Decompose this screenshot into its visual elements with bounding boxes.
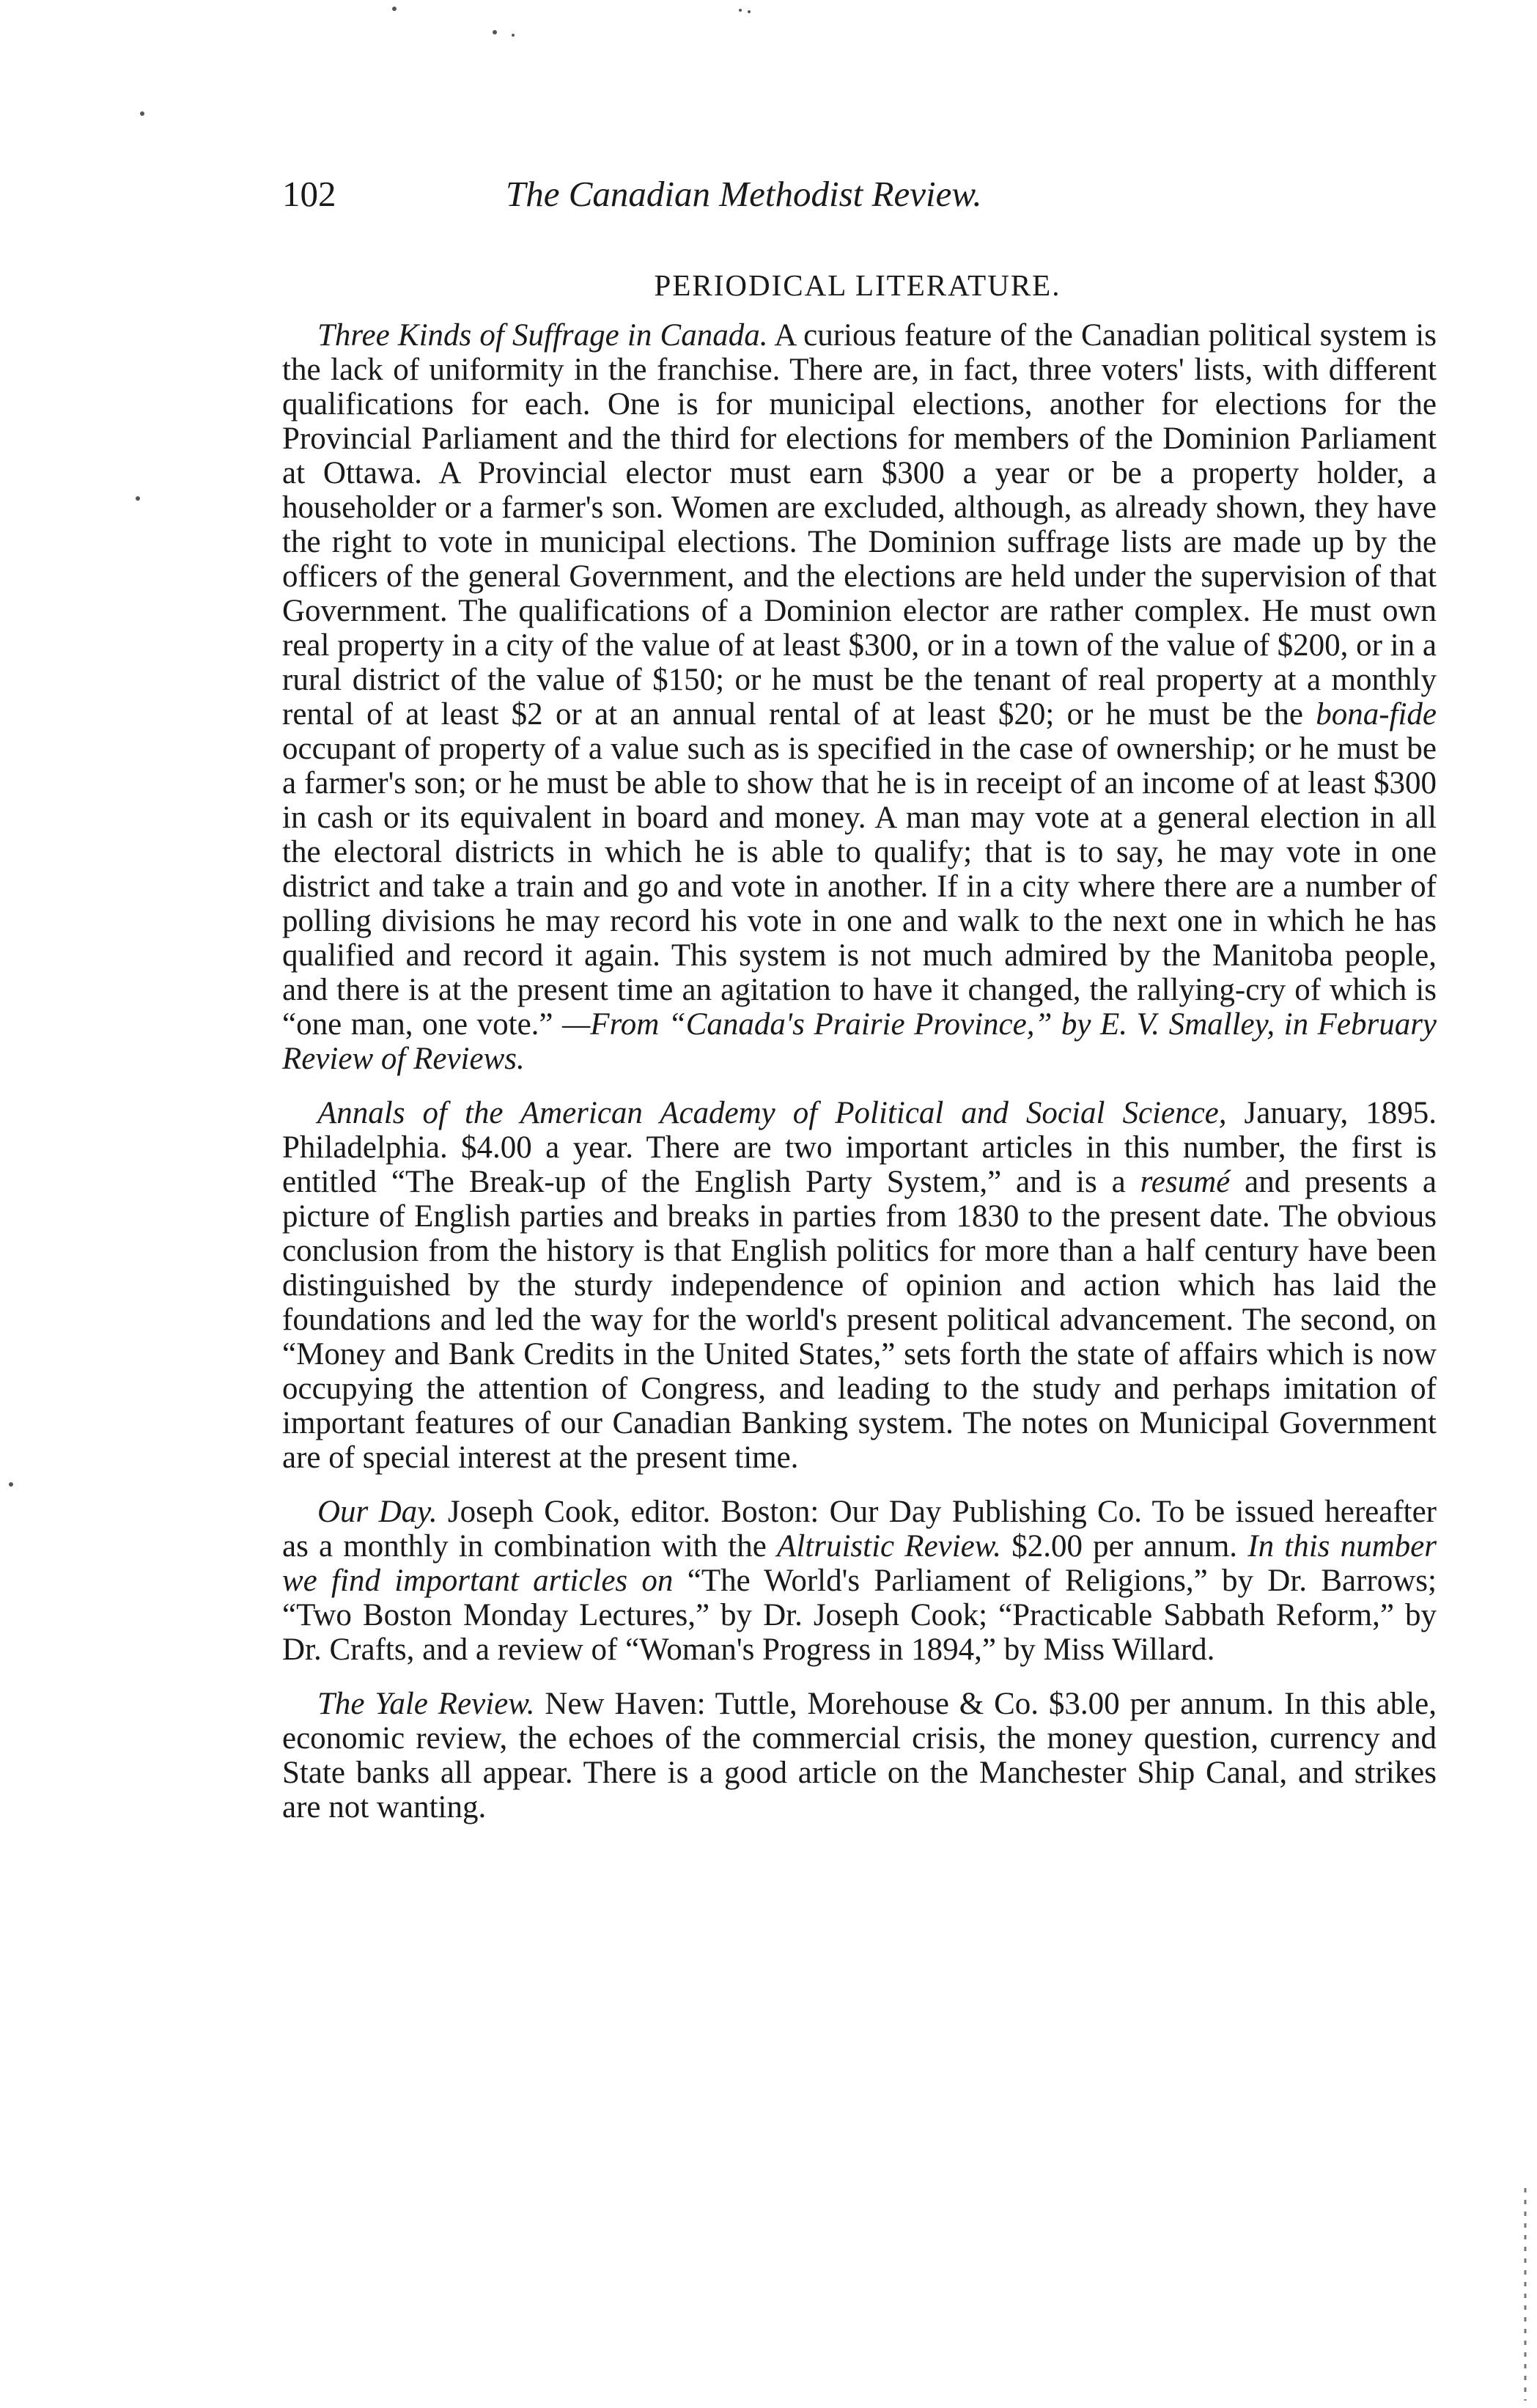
article-text: “The World's Parliament of Religions,” by Dr. Barrows; “Two Boston Monday Lectures,” by Dr. Joseph Cook; “Practicable Sabbath Reform,” by Dr. Crafts, and a review of “Woman's Progress in 1894,” by Miss Willard. <box>282 1564 1437 1667</box>
article-text: Joseph Cook, editor. Boston: Our Day Publishing Co. To be issued hereafter as a monthly in combination with the <box>282 1495 1437 1564</box>
article-title: Annals of the American Academy of Political and Social Science, <box>317 1096 1227 1130</box>
page-number: 102 <box>282 174 336 214</box>
speck <box>512 34 515 37</box>
article-text: A curious feature of the Canadian political system is the lack of uniformity in the franchise. There are, in fact, three voters' lists, with different qualifications for each. One is for municipal elections, another for elections for the Provincial Parliament and the third for elections for members of the Dominion Parliament at Ottawa. A Provincial elector must earn $300 a year or be a property holder, a householder or a farmer's son. Women are excluded, although, as already shown, they have the right to vote in municipal elections. The Dominion suffrage lists are made up by the officers of the general Government, and the elections are held under the supervision of that Government. The qualifications of a Dominion elector are rather complex. He must own real property in a city of the value of at least $300, or in a town of the value of $200, or in a rural district of the value of $150; or he must be the tenant of real property at a monthly rental of at least $2 or at an annual rental of at least $20; or he must be the <box>282 318 1437 732</box>
speck <box>392 7 397 11</box>
speck <box>9 1482 13 1487</box>
article-text: and presents a picture of English parties and breaks in parties from 1830 to the present date. The obvious conclusion from the history is that English politics for more than a half century have been distinguished by the sturdy independence of opinion and action which has laid the foundations and led the way for the world's present political advancement. The second, on “Money and Bank Credits in the United States,” sets forth the state of affairs which is now occupying the attention of Congress, and leading to the study and perhaps imitation of important features of our Canadian Banking system. The notes on Municipal Government are of special interest at the present time. <box>282 1165 1437 1475</box>
article-italic-term: bona-fide <box>1316 697 1437 732</box>
article-text: occupant of property of a value such as is specified in the case of ownership; or he must be a farmer's son; or he must be able to show that he is in receipt of an income of at least $300 in cash or its equivalent in board and money. A man may vote at a general election in all the electoral districts in which he is able to qualify; that is to say, he may vote in one district and take a train and go and vote in another. If in a city where there are a number of polling divisions he may record his vote in one and walk to the next one in which he has qualified and record it again. This system is not much admired by the Manitoba people, and there is at the present time an agitation to have it changed, the rallying-cry of which is “one man, one vote.” <box>282 732 1437 1042</box>
article-italic-phrase: In this number we find important articles on <box>282 1529 1437 1598</box>
article-title: Our Day. <box>317 1495 438 1529</box>
article-text: New Haven: Tuttle, Morehouse & Co. $3.00 per annum. In this able, economic review, the echoes of the commercial crisis, the money question, currency and State banks all appear. There is a good article on the Manchester Ship Canal, and strikes are not wanting. <box>282 1687 1437 1825</box>
article-italic-term: resumé <box>1140 1165 1231 1199</box>
section-title: PERIODICAL LITERATURE. <box>654 268 1061 302</box>
article-text: January, 1895. Philadelphia. $4.00 a year. There are two important articles in this number, the first is entitled “The Break-up of the English Party System,” and is a <box>282 1096 1437 1199</box>
speck <box>739 9 742 12</box>
speck <box>136 496 140 501</box>
article-source: —From “Canada's Prairie Province,” by E. V. Smalley, in February Review of Reviews. <box>282 1007 1437 1076</box>
article-italic-term: Altruistic Review. <box>777 1529 1002 1564</box>
running-title: The Canadian Methodist Review. <box>506 174 982 214</box>
article-title: The Yale Review. <box>317 1687 535 1721</box>
speck <box>493 30 497 34</box>
speck <box>140 111 144 116</box>
article-title: Three Kinds of Suffrage in Canada. <box>317 318 768 353</box>
article-text: $2.00 per annum. <box>1011 1529 1238 1564</box>
speck <box>748 10 751 13</box>
